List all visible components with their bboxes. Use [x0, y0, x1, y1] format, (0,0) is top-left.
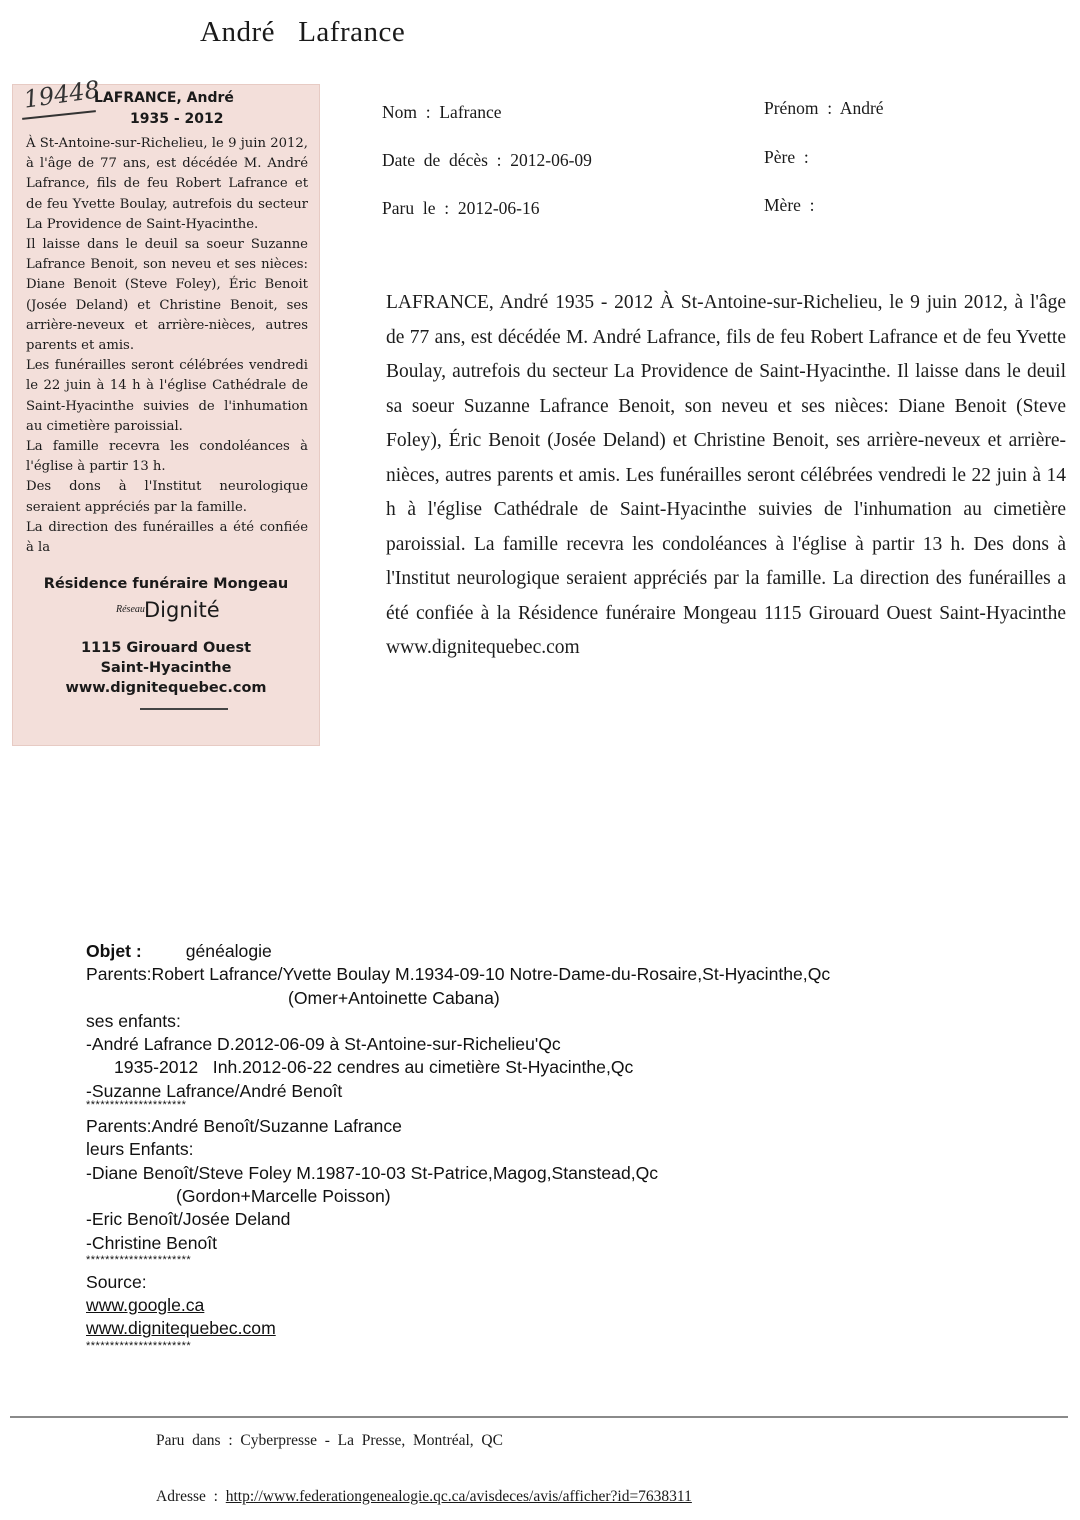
- notes-line: -Christine Benoît: [86, 1232, 218, 1253]
- field-pere: Père :: [764, 147, 809, 167]
- notes-line: -Suzanne Lafrance/André Benoît: [86, 1080, 343, 1101]
- adresse-link[interactable]: http://www.federationgenealogie.qc.ca/avisdeces/avis/afficher?id=7638311: [225, 1488, 692, 1505]
- source-label: Source:: [86, 1271, 147, 1292]
- stars-separator: *********************: [86, 1099, 187, 1112]
- objet-value: généalogie: [185, 941, 272, 961]
- notes-line: (Omer+Antoinette Cabana): [288, 987, 500, 1008]
- notes-line: -Diane Benoît/Steve Foley M.1987-10-03 St-Patrice,Magog,Stanstead,Qc: [86, 1162, 659, 1183]
- footer-divider: [10, 1416, 1068, 1418]
- clipping-heading-name: LAFRANCE, André: [94, 90, 234, 106]
- objet-label: Objet :: [86, 941, 142, 961]
- clipping-paragraph: Il laisse dans le deuil sa soeur Suzanne Lafrance Benoit, son neveu et ses nièces: Diane Benoit (Steve Foley), Éric Benoit (Josée Deland) et Christine Benoit, ses arrière-neveux et arrière-nièces, autres parents et amis.: [26, 237, 308, 354]
- field-mere: Mère :: [764, 195, 815, 215]
- funeral-home-website: www.dignitequebec.com: [65, 680, 267, 696]
- clipping-divider: [140, 708, 228, 710]
- notes-line: -André Lafrance D.2012-06-09 à St-Antoine-sur-Richelieu'Qc: [86, 1034, 561, 1055]
- field-date-deces: Date de décès : 2012-06-09: [382, 150, 592, 170]
- funeral-home-city: Saint-Hyacinthe: [100, 660, 232, 676]
- handwritten-number: 19448: [22, 75, 102, 114]
- field-nom: Nom : Lafrance: [382, 102, 502, 122]
- footer-adresse: [156, 1488, 692, 1506]
- stars-separator: **********************: [86, 1253, 192, 1266]
- notes-line: Parents:Robert Lafrance/Yvette Boulay M.1934-09-10 Notre-Dame-du-Rosaire,St-Hyacinthe,Qc: [86, 964, 831, 985]
- clipping-paragraph: Les funérailles seront célébrées vendredi le 22 juin à 14 h à l'église Cathédrale de Saint-Hyacinthe suivies de l'inhumation au cimetière paroissial.: [26, 358, 308, 434]
- genealogy-notes: [86, 940, 1046, 1353]
- field-paru-le: Paru le : 2012-06-16: [382, 198, 540, 218]
- funeral-home-address: 1115 Girouard Ouest: [80, 640, 252, 656]
- source-link[interactable]: www.google.ca: [86, 1295, 205, 1316]
- clipping-paragraph: La direction des funérailles a été confiée à la: [26, 519, 308, 556]
- notes-line: (Gordon+Marcelle Poisson): [176, 1185, 391, 1206]
- clipping-body: [26, 134, 308, 558]
- objet-line: [86, 940, 1046, 963]
- notes-line: 1935-2012 Inh.2012-06-22 cendres au cimetière St-Hyacinthe,Qc: [114, 1057, 634, 1078]
- notes-line: -Eric Benoît/Josée Deland: [86, 1209, 291, 1230]
- source-link[interactable]: www.dignitequebec.com: [86, 1318, 276, 1339]
- network-logo: Dignité: [144, 598, 220, 622]
- clipping-paragraph: Des dons à l'Institut neurologique seraient appréciés par la famille.: [26, 479, 308, 515]
- notes-line: ses enfants:: [86, 1010, 181, 1031]
- network-label: Réseau: [116, 604, 145, 615]
- notes-line: leurs Enfants:: [86, 1139, 194, 1160]
- clipping-heading-years: 1935 - 2012: [130, 111, 224, 127]
- footer-paru-dans: Paru dans : Cyberpresse - La Presse, Montréal, QC: [156, 1432, 503, 1449]
- clipping-paragraph: À St-Antoine-sur-Richelieu, le 9 juin 2012, à l'âge de 77 ans, est décédée M. André Lafrance, fils de feu Robert Lafrance et de feu Yvette Boulay, autrefois du secteur La Providence de Saint-Hyacinthe.: [26, 136, 308, 232]
- stars-separator: **********************: [86, 1339, 192, 1352]
- clipping-paragraph: La famille recevra les condoléances à l'église à partir 13 h.: [26, 439, 308, 475]
- funeral-home-name: Résidence funéraire Mongeau: [43, 576, 289, 592]
- page-title: André Lafrance: [200, 16, 406, 48]
- field-prenom: Prénom : André: [764, 98, 884, 118]
- notes-line: Parents:André Benoît/Suzanne Lafrance: [86, 1116, 402, 1137]
- adresse-label: Adresse :: [156, 1488, 226, 1505]
- obituary-transcription: LAFRANCE, André 1935 - 2012 À St-Antoine-sur-Richelieu, le 9 juin 2012, à l'âge de 77 ans, est décédée M. André Lafrance, fils de feu Robert Lafrance et de feu Yvette Boulay, autrefois du secteur La Providence de Saint-Hyacinthe. Il laisse dans le deuil sa soeur Suzanne Lafrance Benoit, son neveu et ses nièces: Diane Benoit (Steve Foley), Éric Benoit (Josée Deland) et Christine Benoit, ses arrière-neveux et arrière-nièces, autres parents et amis. Les funérailles seront célébrées vendredi le 22 juin à 14 h à l'église Cathédrale de Saint-Hyacinthe suivies de l'inhumation au cimetière paroissial. La famille recevra les condoléances à l'église à partir 13 h. Des dons à l'Institut neurologique seraient appréciés par la famille. La direction des funérailles a été confiée à la Résidence funéraire Mongeau 1115 Girouard Ouest Saint-Hyacinthe www.dignitequebec.com: [386, 292, 1066, 658]
- newspaper-clipping: [12, 75, 320, 746]
